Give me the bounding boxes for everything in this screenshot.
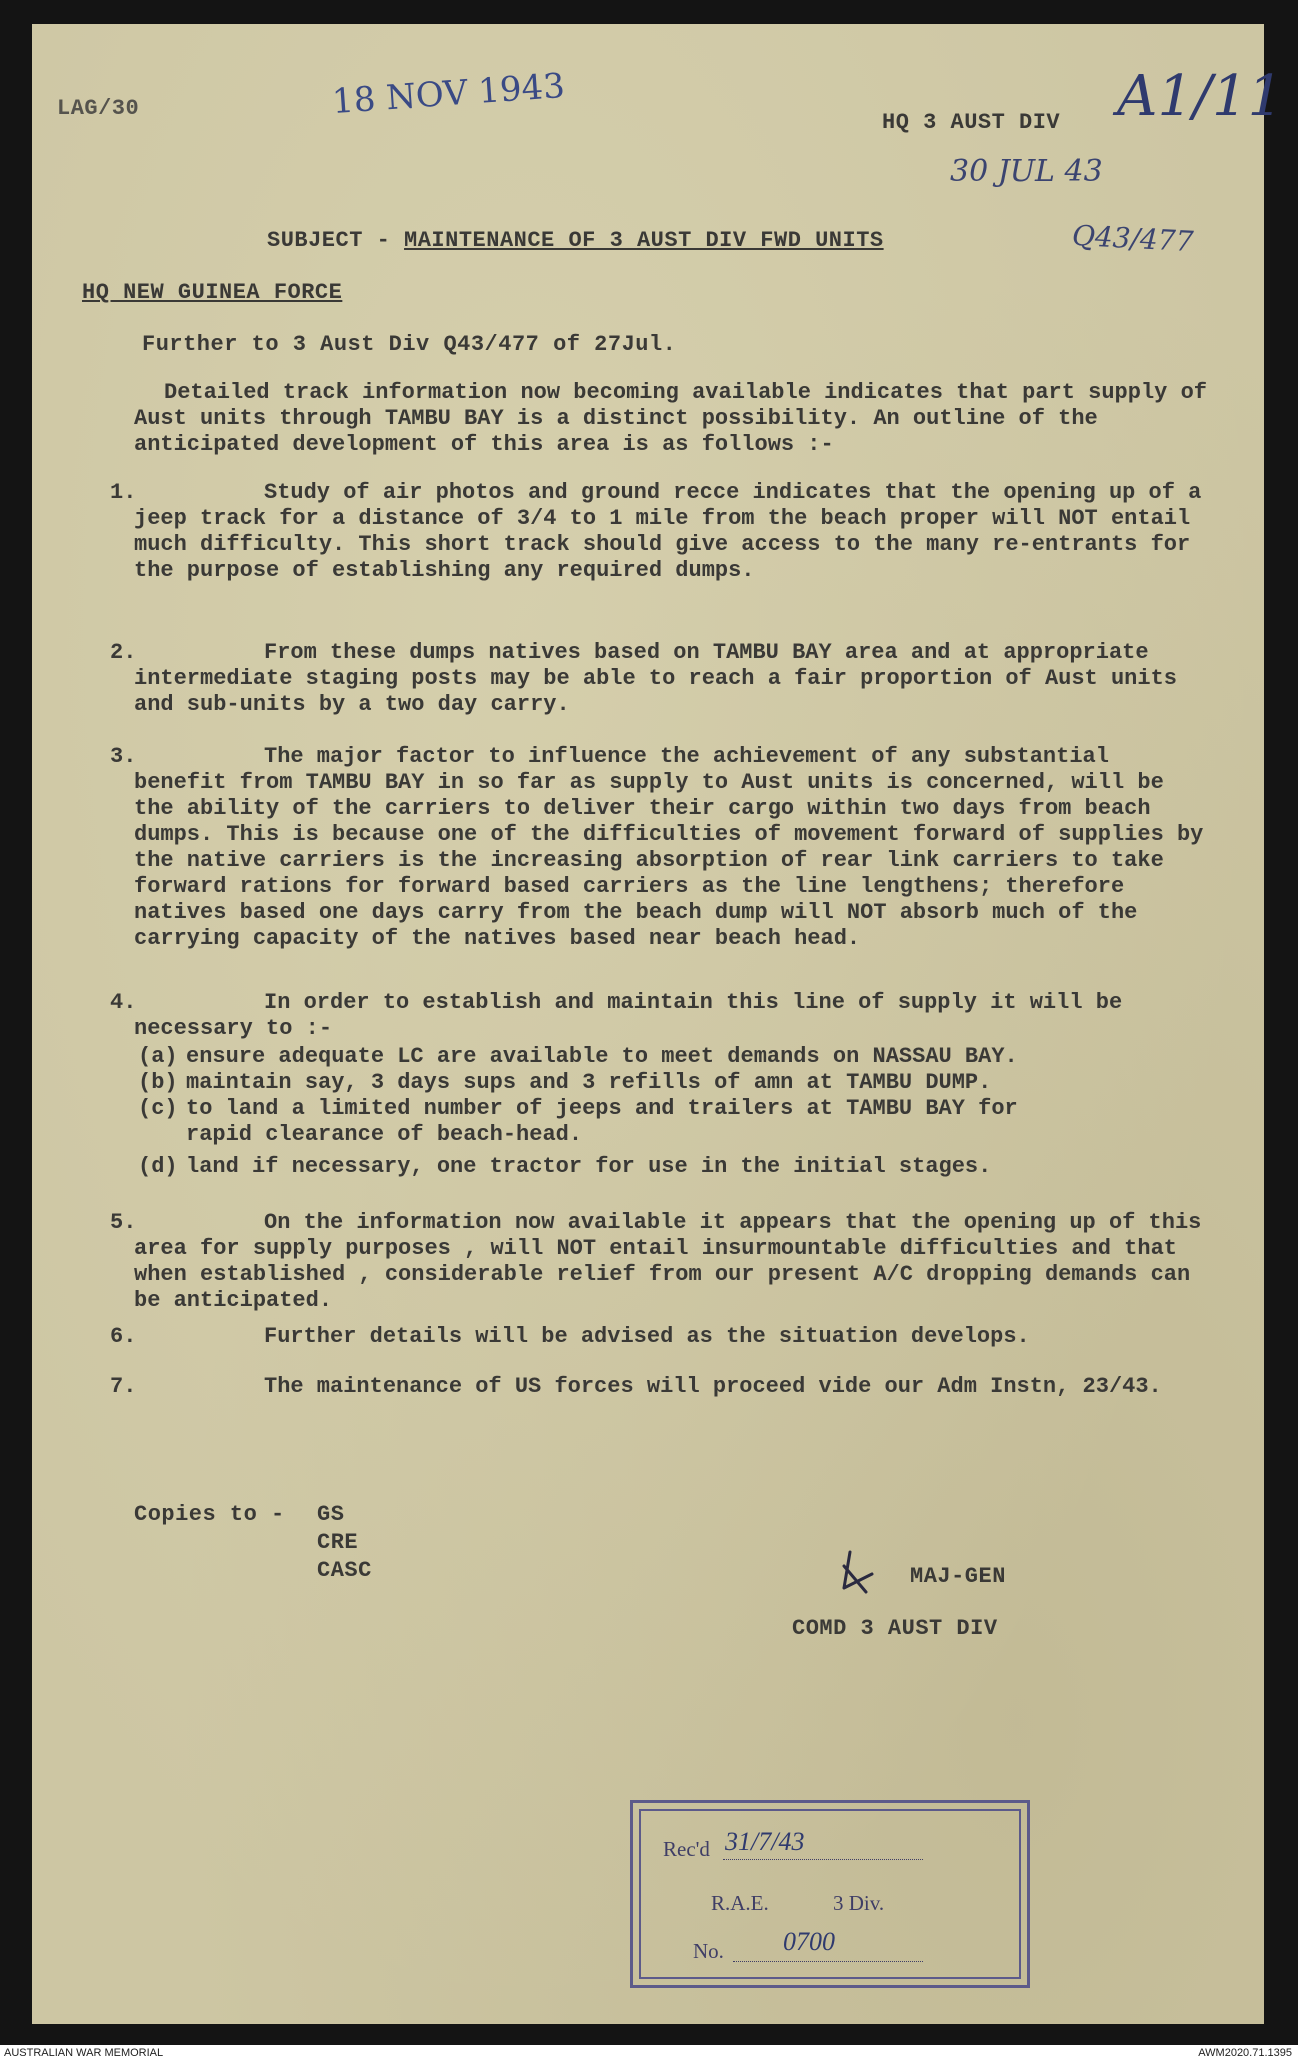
sub-item-d [138, 1154, 991, 1179]
para-4-text: In order to establish and maintain this line of supply it will be necessary to :- [134, 990, 1123, 1041]
subject-text: MAINTENANCE OF 3 AUST DIV FWD UNITS [404, 228, 884, 253]
sub-item-text: ensure adequate LC are available to meet demands on NASSAU BAY. [186, 1044, 1018, 1069]
stamp-div: 3 Div. [833, 1891, 885, 1915]
subject-line [267, 228, 884, 253]
handwritten-ref-number: Q43/477 [1071, 218, 1195, 259]
sub-item-a [138, 1044, 1018, 1069]
para-6-number: 6. [110, 1324, 137, 1349]
sub-item-c-continued [138, 1122, 582, 1147]
para-7-text: The maintenance of US forces will proceed vide our Adm Instn, 23/43. [264, 1374, 1162, 1399]
signature-title: COMD 3 AUST DIV [792, 1616, 998, 1641]
file-reference: LAG/30 [57, 96, 140, 121]
intro-paragraph: Detailed track information now becoming available indicates that part supply of Aust units through TAMBU BAY is a distinct possibility. An outline of the anticipated development of this area is as follows :- [134, 380, 1207, 457]
sub-item-label: (b) [138, 1070, 178, 1095]
para-5-text: On the information now available it appears that the opening up of this area for supply purposes , will NOT entail insurmountable difficulties and that when established , considerable relief from our present A/C dropping demands can be anticipated. [134, 1210, 1202, 1313]
stamp-recd-date: 31/7/43 [725, 1827, 805, 1856]
sub-item-label: (d) [138, 1154, 178, 1179]
sub-item-c [138, 1096, 1018, 1121]
para-2-number: 2. [110, 640, 137, 665]
para-3-text: The major factor to influence the achievement of any substantial benefit from TAMBU BAY in so far as supply to Aust units is concerned, will be the ability of the carriers to deliver their cargo within two days from beach dumps. This is because one of the difficulties of movement forward of supplies by the native carriers is the increasing absorption of rear link carriers to take forward rations for forward based carriers as the line lengthens; therefore natives based one days carry from the beach dump will NOT absorb much of the carrying capacity of the natives based near beach head. [134, 744, 1204, 951]
document-page [32, 24, 1284, 2024]
stamp-no-label: No. [693, 1939, 724, 1963]
stamp-recd-label: Rec'd [663, 1837, 710, 1861]
sub-item-text: land if necessary, one tractor for use in the initial stages. [186, 1154, 992, 1179]
date-received-stamp: 18 NOV 1943 [330, 65, 567, 123]
stamp-no-value: 0700 [783, 1927, 835, 1956]
copies-recipient: CASC [317, 1558, 372, 1583]
sub-item-text: rapid clearance of beach-head. [186, 1122, 583, 1147]
received-stamp [630, 1800, 1030, 1988]
copies-label: Copies to - [134, 1502, 285, 1527]
para-4-number: 4. [110, 990, 137, 1015]
stamp-unit: R.A.E. [711, 1891, 769, 1915]
copies-recipient: CRE [317, 1530, 359, 1555]
footer-source: AUSTRALIAN WAR MEMORIAL [4, 2047, 164, 2059]
handwritten-signature [832, 1544, 892, 1604]
addressee: HQ NEW GUINEA FORCE [82, 280, 343, 305]
sub-item-label: (c) [138, 1096, 178, 1121]
stamp-date-line [723, 1859, 923, 1860]
signature-rank: MAJ-GEN [910, 1564, 1006, 1589]
reference-line: Further to 3 Aust Div Q43/477 of 27Jul. [142, 332, 677, 357]
para-6-text: Further details will be advised as the situation develops. [264, 1324, 1030, 1349]
handwritten-date: 30 JUL 43 [950, 154, 1103, 189]
sub-item-text: maintain say, 3 days sups and 3 refills of amn at TAMBU DUMP. [186, 1070, 992, 1095]
para-2-text: From these dumps natives based on TAMBU BAY area and at appropriate intermediate staging posts may be able to reach a fair proportion of Aust units and sub-units by a two day carry. [134, 640, 1177, 717]
para-3-number: 3. [110, 744, 137, 769]
sub-item-b [138, 1070, 991, 1095]
hq-heading: HQ 3 AUST DIV [882, 110, 1061, 135]
para-7-number: 7. [110, 1374, 137, 1399]
stamp-no-line [733, 1961, 923, 1962]
para-5-number: 5. [110, 1210, 137, 1235]
sub-item-label: (a) [138, 1044, 178, 1069]
handwritten-file-number: A1/11 [1117, 64, 1284, 129]
para-1-text: Study of air photos and ground recce indicates that the opening up of a jeep track for a distance of 3/4 to 1 mile from the beach proper will NOT entail much difficulty. This short track should give access to the many re-entrants for the purpose of establishing any required dumps. [134, 480, 1202, 583]
sub-item-text: to land a limited number of jeeps and trailers at TAMBU BAY for [186, 1096, 1018, 1121]
subject-label: SUBJECT - [267, 228, 405, 253]
para-1-number: 1. [110, 480, 137, 505]
footer-catalogue-id: AWM2020.71.1395 [1198, 2047, 1292, 2059]
copies-recipient: GS [317, 1502, 345, 1527]
